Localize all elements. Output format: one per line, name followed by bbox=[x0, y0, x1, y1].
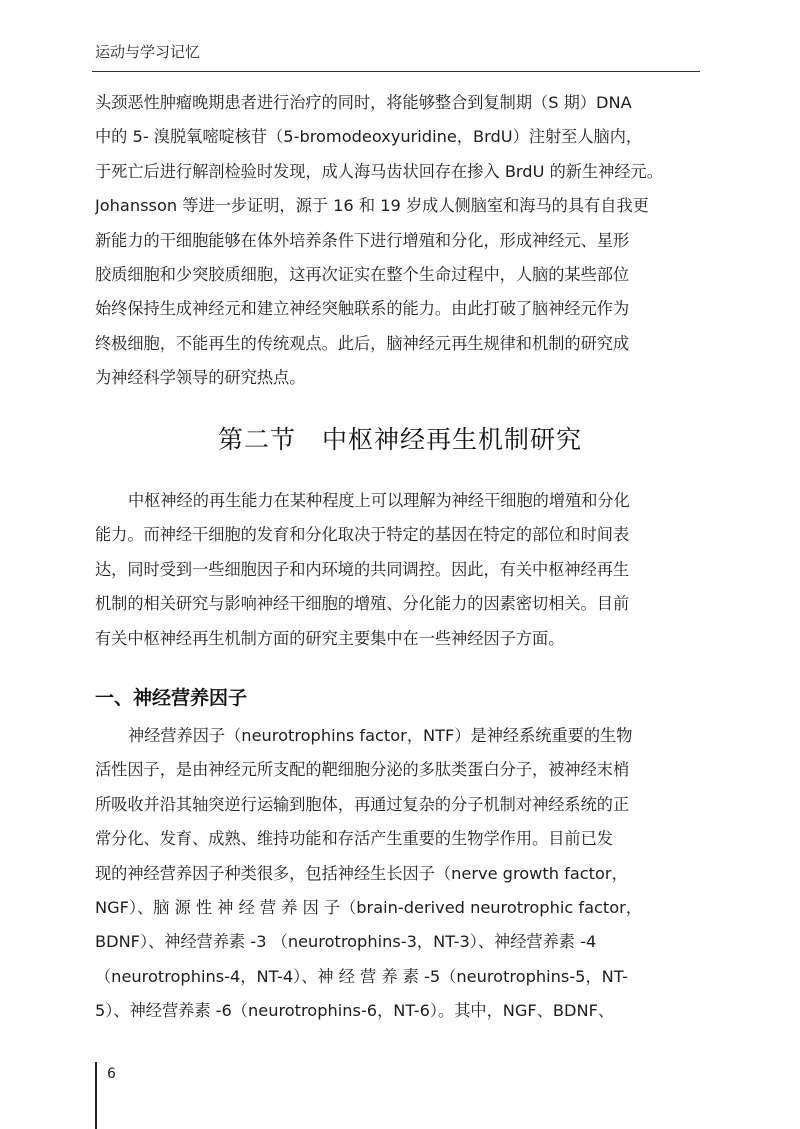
page-number: 6 bbox=[107, 1066, 116, 1082]
text-line: 现的神经营养因子种类很多，包括神经生长因子（nerve growth factor， bbox=[95, 863, 628, 883]
text-line: 头颈恶性肿瘤晚期患者进行治疗的同时，将能够整合到复制期（S 期）DNA bbox=[95, 93, 632, 112]
text-line: 胶质细胞和少突胶质细胞，这再次证实在整个生命过程中，人脑的某些部位 bbox=[95, 265, 630, 285]
text-line: Johansson 等进一步证明，源于 16 和 19 岁成人侧脑室和海马的具有自我更 bbox=[95, 196, 649, 216]
text-line: 能力。而神经干细胞的发育和分化取决于特定的基因在特定的部位和时间表 bbox=[95, 525, 630, 545]
text-line: 活性因子，是由神经元所支配的靶细胞分泌的多肽类蛋白分子，被神经末梢 bbox=[95, 760, 630, 780]
text-line: NGF）、脑 源 性 神 经 营 养 因 子（brain-derived neurotrophic factor， bbox=[95, 898, 642, 918]
text-line: 终极细胞，不能再生的传统观点。此后，脑神经元再生规律和机制的研究成 bbox=[95, 333, 630, 353]
text-line: 中枢神经的再生能力在某种程度上可以理解为神经干细胞的增殖和分化 bbox=[128, 491, 630, 510]
paragraph-1 bbox=[95, 86, 695, 396]
text-line: 机制的相关研究与影响神经干细胞的增殖、分化能力的因素密切相关。目前 bbox=[95, 594, 630, 614]
text-line: 5）、神经营养素 -6（neurotrophins-6，NT-6）。其中，NGF、BDNF、 bbox=[95, 1001, 615, 1021]
text-line: 神经营养因子（neurotrophins factor，NTF）是神经系统重要的生物 bbox=[128, 726, 633, 745]
text-line: 常分化、发育、成熟、维持功能和存活产生重要的生物学作用。目前已发 bbox=[95, 829, 613, 849]
text-line: BDNF）、神经营养素 -3 （neurotrophins-3，NT-3）、神经营养素 -4 bbox=[95, 932, 597, 952]
text-line: 新能力的干细胞能够在体外培养条件下进行增殖和分化，形成神经元、星形 bbox=[95, 230, 630, 250]
header-rule bbox=[92, 71, 700, 72]
running-head: 运动与学习记忆 bbox=[95, 43, 201, 61]
section-title: 第二节 中枢神经再生机制研究 bbox=[217, 425, 582, 454]
text-line: 有关中枢神经再生机制方面的研究主要集中在一些神经因子方面。 bbox=[95, 628, 565, 648]
paragraph-2 bbox=[95, 484, 695, 656]
paragraph-3 bbox=[95, 719, 695, 1029]
footer-rule bbox=[95, 1062, 97, 1129]
text-line: 于死亡后进行解剖检验时发现，成人海马齿状回存在掺入 BrdU 的新生神经元。 bbox=[95, 161, 663, 181]
text-line: 为神经科学领导的研究热点。 bbox=[95, 368, 306, 388]
text-line: 达，同时受到一些细胞因子和内环境的共同调控。因此，有关中枢神经再生 bbox=[95, 559, 630, 579]
text-line: 所吸收并沿其轴突逆行运输到胞体，再通过复杂的分子机制对神经系统的正 bbox=[95, 794, 630, 814]
text-line: （neurotrophins-4，NT-4）、神 经 营 养 素 -5（neurotrophins-5，NT- bbox=[95, 966, 629, 986]
text-line: 始终保持生成神经元和建立神经突触联系的能力。由此打破了脑神经元作为 bbox=[95, 299, 630, 319]
subsection-title: 一、神经营养因子 bbox=[95, 687, 248, 709]
text-line: 中的 5- 溴脱氧嘧啶核苷（5-bromodeoxyuridine，BrdU）注射至人脑内， bbox=[95, 127, 643, 147]
